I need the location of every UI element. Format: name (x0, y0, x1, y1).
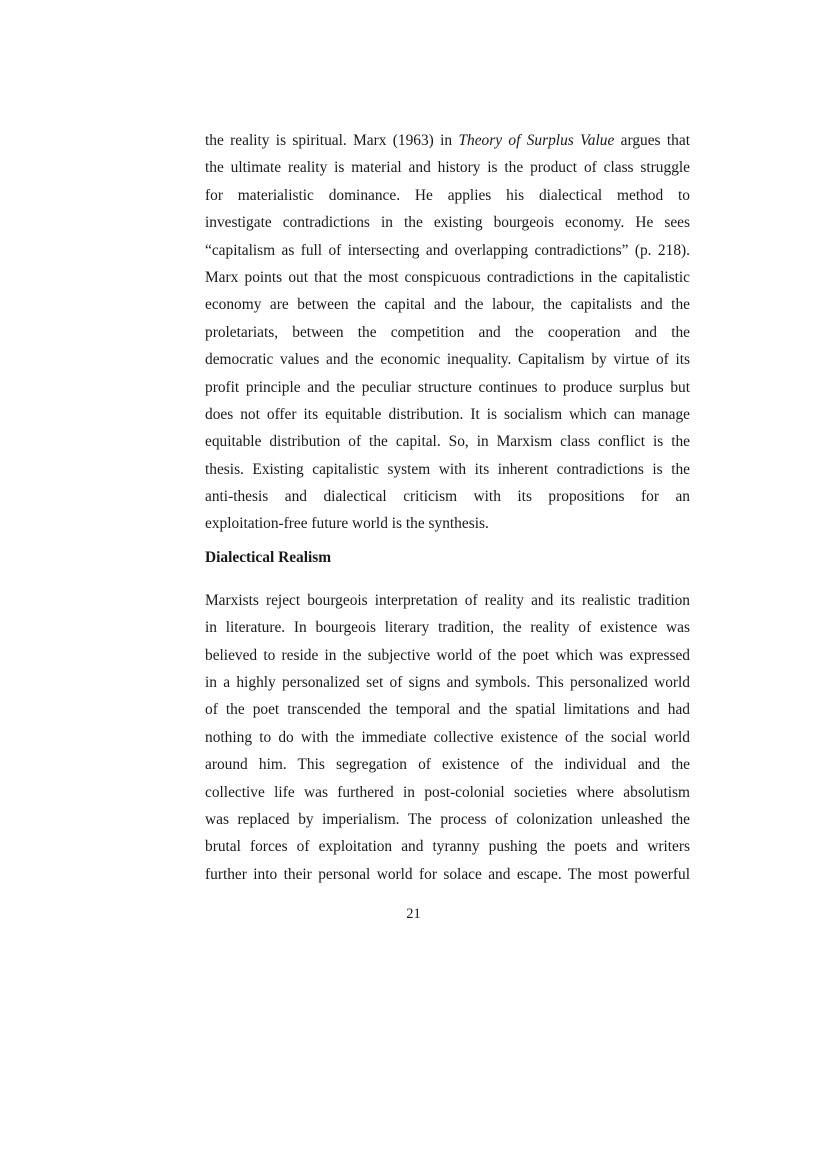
text-line: nothing to do with the immediate collective existence of the social world (205, 728, 690, 746)
text-span: the reality is spiritual. Marx (1963) in (205, 132, 459, 149)
page-number: 21 (406, 906, 421, 922)
text-line (205, 127, 690, 154)
text-line: further into their personal world for solace and escape. The most powerful (205, 865, 690, 883)
text-line: proletariats, between the competition and the cooperation and the (205, 323, 690, 341)
text-line: equitable distribution of the capital. So, in Marxism class conflict is the (205, 433, 690, 451)
text-line: anti-thesis and dialectical criticism with its propositions for an (205, 488, 690, 506)
text-span: argues that (614, 132, 690, 149)
text-line: investigate contradictions in the existing bourgeois economy. He sees (205, 214, 690, 232)
text-line: of the poet transcended the temporal and the spatial limitations and had (205, 701, 690, 719)
text-line: Marx points out that the most conspicuous contradictions in the capitalistic (205, 268, 690, 286)
text-line: exploitation-free future world is the synthesis. (205, 515, 489, 533)
paragraph-2 (205, 587, 690, 888)
text-line: economy are between the capital and the labour, the capitalists and the (205, 296, 690, 314)
paragraph-1 (205, 127, 690, 538)
text-line: in a highly personalized set of signs and symbols. This personalized world (205, 674, 690, 692)
text-line: Marxists reject bourgeois interpretation of reality and its realistic tradition (205, 591, 690, 609)
text-line: for materialistic dominance. He applies his dialectical method to (205, 186, 690, 204)
text-line: the ultimate reality is material and history is the product of class struggle (205, 159, 690, 177)
section-heading: Dialectical Realism (205, 548, 332, 566)
text-line: was replaced by imperialism. The process of colonization unleashed the (205, 810, 690, 828)
text-line: does not offer its equitable distribution. It is socialism which can manage (205, 405, 690, 423)
text-line: profit principle and the peculiar structure continues to produce surplus but (205, 378, 690, 396)
text-line: brutal forces of exploitation and tyranny pushing the poets and writers (205, 838, 690, 856)
text-line: believed to reside in the subjective world of the poet which was expressed (205, 646, 690, 664)
text-line: in literature. In bourgeois literary tradition, the reality of existence was (205, 619, 690, 637)
text-line: thesis. Existing capitalistic system with its inherent contradictions is the (205, 460, 690, 478)
text-line: “capitalism as full of intersecting and overlapping contradictions” (p. 218). (205, 241, 690, 259)
book-title: Theory of Surplus Value (458, 132, 615, 149)
text-line: collective life was furthered in post-colonial societies where absolutism (205, 783, 690, 801)
text-line: around him. This segregation of existence of the individual and the (205, 756, 690, 774)
text-line: democratic values and the economic inequality. Capitalism by virtue of its (205, 351, 690, 369)
page-body (205, 127, 690, 888)
